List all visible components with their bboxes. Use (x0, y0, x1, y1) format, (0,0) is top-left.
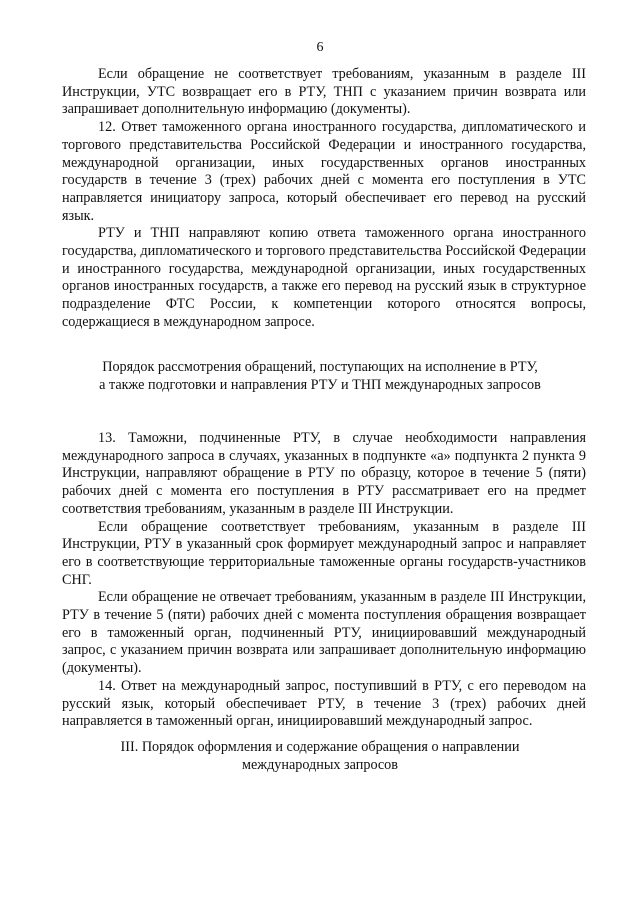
paragraph-13-customs-requests: 13. Таможни, подчиненные РТУ, в случае необходимости направления международного запроса в случаях, указанных в подпункте «а» подпункта 2 пункта 9 Инструкции, направляют обращение в РТУ по образцу, которое в течение 5 (пяти) рабочих дней с момента его поступления в РТУ рассматривает его на предмет соответствия требованиям, указанным в разделе III Инструкции. (62, 430, 586, 517)
text-block-top (62, 66, 586, 332)
heading-line-2: международных запросов (242, 757, 398, 773)
heading-line-2: а также подготовки и направления РТУ и ТНП международных запросов (99, 377, 541, 393)
section-heading-iii (40, 738, 600, 774)
heading-line-1: Порядок рассмотрения обращений, поступающих на исполнение в РТУ, (102, 359, 538, 375)
text-block-bottom (62, 430, 586, 731)
paragraph-rtu-tnp-copy: РТУ и ТНП направляют копию ответа таможенного органа иностранного государства, дипломатического и торгового представительства Российской Федерации и иностранного государства, международной организации, иных государственных органов иностранных государств, а также его перевод на русский язык в структурное подразделение ФТС России, к компетенции которого относятся вопросы, содержащиеся в международном запросе. (62, 225, 586, 330)
paragraph-return-request: Если обращение не соответствует требованиям, указанным в разделе III Инструкции, УТС возвращает его в РТУ, ТНП с указанием причин возврата или запрашивает дополнительную информацию (документы). (62, 66, 586, 118)
page-number: 6 (316, 40, 324, 55)
paragraph-14-reply-translation: 14. Ответ на международный запрос, поступивший в РТУ, с его переводом на русский язык, который обеспечивает РТУ, в течение 3 (трех) рабочих дней направляется в таможенный орган, инициировавший международный запрос. (62, 677, 586, 730)
paragraph-12-foreign-reply: 12. Ответ таможенного органа иностранного государства, дипломатического и торгового представительства Российской Федерации и иностранного государства, международной организации, иных государственных органов иностранных государств в течение 3 (трех) рабочих дней с момента его поступления в УТС направляется инициатору запроса, который обеспечивает его перевод на русский язык. (62, 119, 586, 224)
heading-line-1: III. Порядок оформления и содержание обращения о направлении (120, 739, 520, 755)
paragraph-request-compliant: Если обращение соответствует требованиям, указанным в разделе III Инструкции, РТУ в указанный срок формирует международный запрос и направляет его в соответствующие территориальные таможенные органы государств-участников СНГ. (62, 518, 586, 588)
section-heading-rtu-procedure (40, 358, 600, 394)
paragraph-request-noncompliant: Если обращение не отвечает требованиям, указанным в разделе III Инструкции, РТУ в течение 5 (пяти) рабочих дней с момента поступления обращения возвращает его в таможенный орган, подчиненный РТУ, инициировавший международный запрос, с указанием причин возврата или запрашивает дополнительную информацию (документы). (62, 589, 586, 677)
